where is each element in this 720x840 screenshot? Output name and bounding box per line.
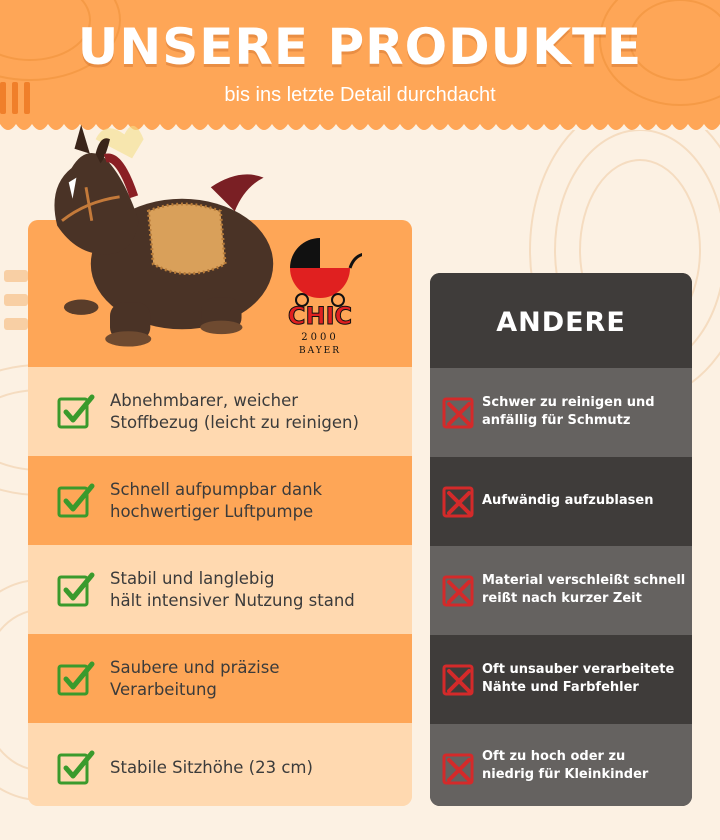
check-icon xyxy=(56,570,96,610)
cross-icon xyxy=(442,573,476,607)
con-text: Schwer zu reinigen und anfällig für Schmutz xyxy=(482,395,655,428)
list-item xyxy=(28,634,412,723)
list-item xyxy=(430,368,692,457)
list-item xyxy=(28,367,412,456)
pro-text: Stabile Sitzhöhe (23 cm) xyxy=(110,757,313,777)
list-item xyxy=(28,723,412,806)
check-icon xyxy=(56,392,96,432)
list-item xyxy=(430,724,692,806)
cross-icon xyxy=(442,484,476,518)
con-text: Oft zu hoch oder zu niedrig für Kleinkinder xyxy=(482,749,649,782)
brand-logo xyxy=(280,234,362,360)
others-panel xyxy=(430,273,692,806)
horse-toy-image xyxy=(28,120,288,360)
cross-icon xyxy=(442,395,476,429)
pro-text: Stabil und langlebig hält intensiver Nutzung stand xyxy=(110,568,355,610)
list-item xyxy=(28,456,412,545)
logo-word: CHIC xyxy=(287,302,353,330)
pro-text: Schnell aufpumpbar dank hochwertiger Luftpumpe xyxy=(110,479,323,521)
list-item xyxy=(430,457,692,546)
page-title: UNSERE PRODUKTE xyxy=(77,18,643,76)
logo-maker: BAYER xyxy=(298,346,342,356)
stroller-logo-icon xyxy=(280,234,362,360)
con-text: Material verschleißt schnell reißt nach kurzer Zeit xyxy=(482,573,686,606)
con-text: Aufwändig aufzublasen xyxy=(482,493,654,508)
check-icon xyxy=(56,748,96,788)
check-icon xyxy=(56,659,96,699)
list-item xyxy=(430,546,692,635)
list-item xyxy=(430,635,692,724)
pro-text: Abnehmbarer, weicher Stoffbezug (leicht zu reinigen) xyxy=(110,390,359,432)
page-subtitle: bis ins letzte Detail durchdacht xyxy=(224,84,496,106)
pro-text: Saubere und präzise Verarbeitung xyxy=(110,657,280,699)
others-header xyxy=(430,273,692,368)
others-title: ANDERE xyxy=(496,307,626,338)
con-text: Oft unsauber verarbeitete Nähte und Farbfehler xyxy=(482,662,675,695)
cross-icon xyxy=(442,662,476,696)
list-item xyxy=(28,545,412,634)
cross-icon xyxy=(442,751,476,785)
header-banner xyxy=(0,0,720,140)
logo-year: 2000 xyxy=(301,332,339,343)
check-icon xyxy=(56,481,96,521)
